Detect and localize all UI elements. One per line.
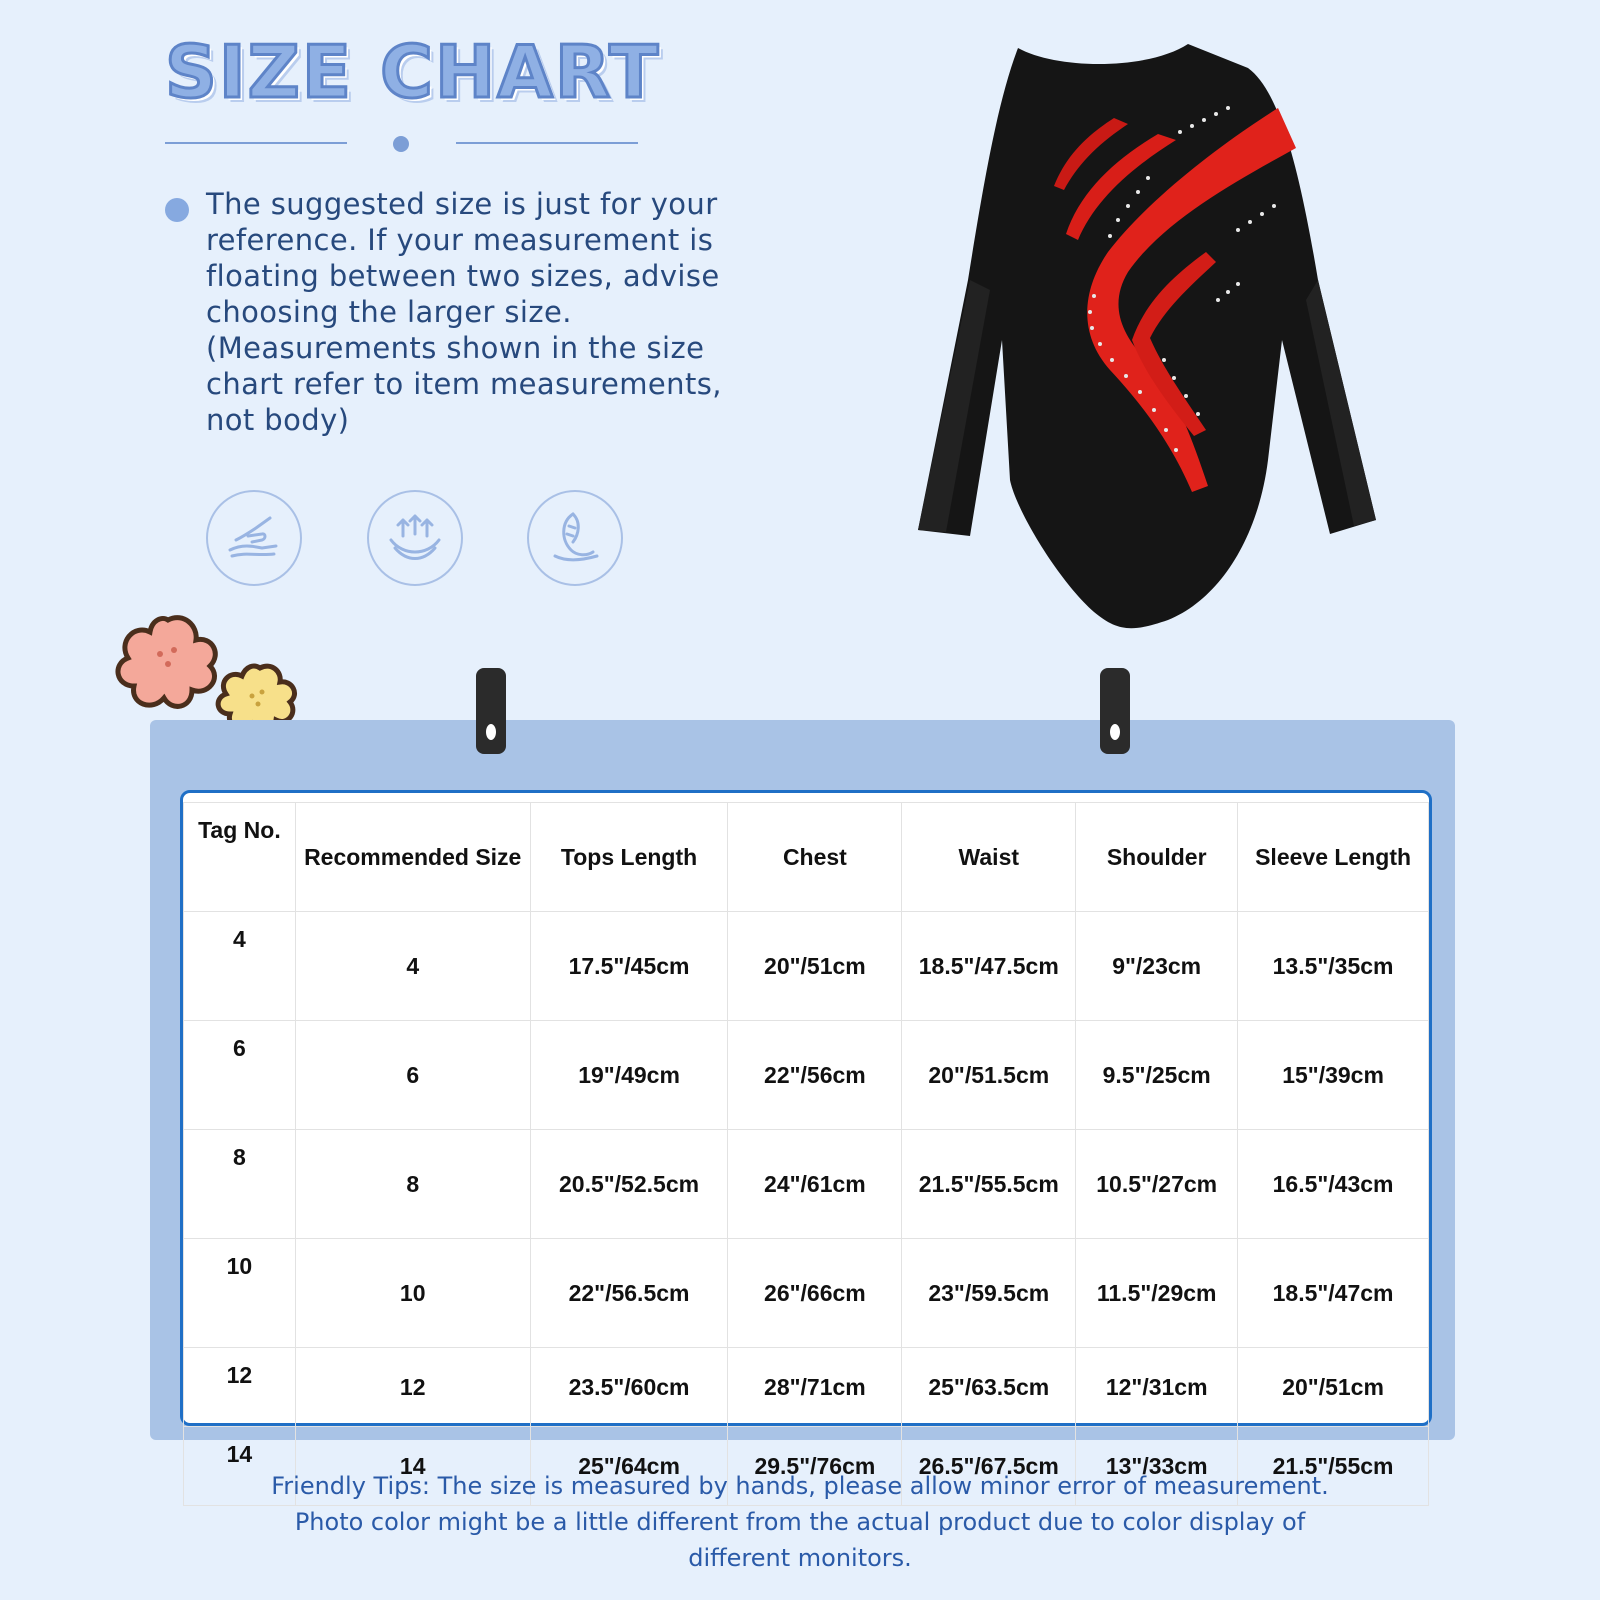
cell-tops-length: 25"/64cm: [530, 1427, 728, 1506]
cell-waist: 26.5"/67.5cm: [902, 1427, 1076, 1506]
cell-recommended-size: 10: [295, 1239, 530, 1348]
cell-chest: 22"/56cm: [728, 1021, 902, 1130]
table-row: [184, 1021, 1429, 1130]
cell-recommended-size: 8: [295, 1130, 530, 1239]
cell-waist: 25"/63.5cm: [902, 1348, 1076, 1427]
title-divider-left: [165, 142, 347, 144]
cell-shoulder: 10.5"/27cm: [1076, 1130, 1238, 1239]
cell-shoulder: 11.5"/29cm: [1076, 1239, 1238, 1348]
cell-chest: 24"/61cm: [728, 1130, 902, 1239]
cell-shoulder: 13"/33cm: [1076, 1427, 1238, 1506]
cell-chest: 20"/51cm: [728, 912, 902, 1021]
cell-sleeve-length: 21.5"/55cm: [1238, 1427, 1429, 1506]
board-clip-right: [1100, 668, 1130, 754]
cell-waist: 21.5"/55.5cm: [902, 1130, 1076, 1239]
title-divider-right: [456, 142, 638, 144]
cell-waist: 18.5"/47.5cm: [902, 912, 1076, 1021]
size-table-frame: [180, 790, 1432, 1479]
board-clip-left: [476, 668, 506, 754]
soft-hand-icon: [206, 490, 302, 586]
size-note: The suggested size is just for your reference. If your measurement is floating between two sizes, advise choosing the larger size. (Measurements shown in the size chart refer to item measurements, not body): [206, 187, 722, 437]
friendly-tips: Friendly Tips: The size is measured by hands, please allow minor error of measurement. Photo color might be a little different from the actual product due to color display of different monitors.: [271, 1472, 1329, 1572]
note-bullet: [165, 198, 189, 222]
header-tag-no: Tag No.: [184, 803, 296, 912]
cell-tops-length: 22"/56.5cm: [530, 1239, 728, 1348]
cell-sleeve-length: 16.5"/43cm: [1238, 1130, 1429, 1239]
cell-chest: 26"/66cm: [728, 1239, 902, 1348]
cell-tops-length: 23.5"/60cm: [530, 1348, 728, 1427]
cell-chest: 29.5"/76cm: [728, 1427, 902, 1506]
header-chest: Chest: [728, 803, 902, 912]
header-recommended-size: Recommended Size: [295, 803, 530, 912]
cell-chest: 28"/71cm: [728, 1348, 902, 1427]
table-row: [184, 912, 1429, 1021]
cell-waist: 23"/59.5cm: [902, 1239, 1076, 1348]
cell-tops-length: 19"/49cm: [530, 1021, 728, 1130]
page-title: SIZE CHART: [165, 30, 661, 114]
table-row: [184, 1239, 1429, 1348]
feather-icon: [527, 490, 623, 586]
cell-sleeve-length: 13.5"/35cm: [1238, 912, 1429, 1021]
cell-tag-no: 12: [184, 1348, 296, 1427]
size-table: [183, 802, 1429, 1506]
header-waist: Waist: [902, 803, 1076, 912]
header-shoulder: Shoulder: [1076, 803, 1238, 912]
stretch-icon: [367, 490, 463, 586]
leotard-image: [918, 40, 1430, 640]
table-row: [184, 1348, 1429, 1427]
cell-waist: 20"/51.5cm: [902, 1021, 1076, 1130]
header-tops-length: Tops Length: [530, 803, 728, 912]
cell-tag-no: 4: [184, 912, 296, 1021]
header-sleeve-length: Sleeve Length: [1238, 803, 1429, 912]
cell-tag-no: 14: [184, 1427, 296, 1506]
title-divider-dot: [393, 136, 409, 152]
cell-tag-no: 10: [184, 1239, 296, 1348]
cell-tag-no: 8: [184, 1130, 296, 1239]
cell-sleeve-length: 15"/39cm: [1238, 1021, 1429, 1130]
cell-tops-length: 20.5"/52.5cm: [530, 1130, 728, 1239]
cell-sleeve-length: 18.5"/47cm: [1238, 1239, 1429, 1348]
table-row: [184, 1130, 1429, 1239]
cell-tops-length: 17.5"/45cm: [530, 912, 728, 1021]
cell-sleeve-length: 20"/51cm: [1238, 1348, 1429, 1427]
cell-recommended-size: 14: [295, 1427, 530, 1506]
cell-recommended-size: 6: [295, 1021, 530, 1130]
cell-shoulder: 12"/31cm: [1076, 1348, 1238, 1427]
cell-shoulder: 9"/23cm: [1076, 912, 1238, 1021]
table-header-row: [184, 803, 1429, 912]
cell-recommended-size: 4: [295, 912, 530, 1021]
cell-shoulder: 9.5"/25cm: [1076, 1021, 1238, 1130]
cell-recommended-size: 12: [295, 1348, 530, 1427]
cell-tag-no: 6: [184, 1021, 296, 1130]
